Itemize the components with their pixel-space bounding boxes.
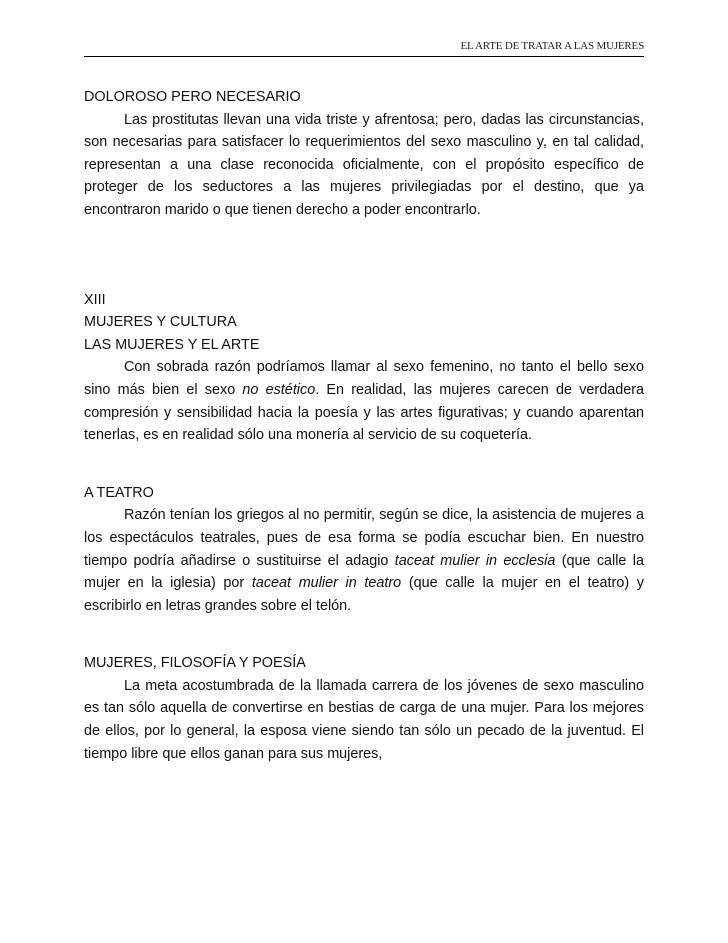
spacer: [84, 447, 644, 482]
section-heading-filosofia: MUJERES, FILOSOFÍA Y POESÍA: [84, 655, 306, 672]
text-run: Con sobrada razón podríamos llamar al sexo femenino, no tanto el bello sexo sino más bien el sexo: [84, 359, 644, 398]
text-run: (que calle la mujer en la iglesia) por: [84, 552, 644, 592]
chapter-title: MUJERES Y CULTURA: [84, 314, 237, 331]
paragraph-doloroso: Las prostitutas llevan una vida triste y afrentosa; pero, dadas las circunstancias, son necesarias para satisfacer lo requerimientos del sexo masculino y, en tal calidad, representan a una clase reconocida oficialmente, con el propósito específico de proteger de los seductores a las mujeres privilegiadas por el destino, que ya encontraron marido o que tienen derecho a poder encontrarlo.: [84, 111, 644, 218]
page-content: [84, 86, 644, 765]
section-heading-arte: LAS MUJERES Y EL ARTE: [84, 336, 260, 353]
section-heading-teatro: A TEATRO: [84, 484, 154, 501]
emphasis-run: no estético: [242, 381, 316, 398]
text-run: . En realidad, las mujeres carecen de verdadera compresión y sensibilidad hacia la poesía y las artes figurativas; y cuando aparentan tenerlas, es en realidad sólo una monería al servicio de su coquetería.: [84, 381, 645, 444]
text-run: (que calle la mujer en el teatro) y escribirlo en letras grandes sobre el telón.: [84, 575, 644, 614]
header-rule: [84, 56, 644, 57]
spacer: [84, 222, 644, 289]
emphasis-run: taceat mulier in ecclesia: [394, 552, 556, 569]
emphasis-run: taceat mulier in teatro: [251, 575, 402, 592]
paragraph-arte: [84, 356, 644, 446]
chapter-number: XIII: [84, 291, 106, 308]
running-header: EL ARTE DE TRATAR A LAS MUJERES: [460, 40, 644, 52]
text-run: Razón tenían los griegos al no permitir, según se dice, la asistencia de mujeres a los espectáculos teatrales, pues de esa forma se podía escuchar bien. En nuestro tiempo podría añadirse o sustituirse el adagio: [84, 507, 644, 569]
section-heading-doloroso: DOLOROSO PERO NECESARIO: [84, 89, 301, 105]
paragraph-filosofia: La meta acostumbrada de la llamada carrera de los jóvenes de sexo masculino es tan sólo aquella de convertirse en bestias de carga de una mujer. Para los mejores de ellos, por lo general, la esposa viene siendo tan sólo un pecado de la juventud. El tiempo libre que ellos ganan para sus mujeres,: [84, 677, 644, 762]
spacer: [84, 617, 644, 652]
paragraph-teatro: [84, 504, 644, 617]
